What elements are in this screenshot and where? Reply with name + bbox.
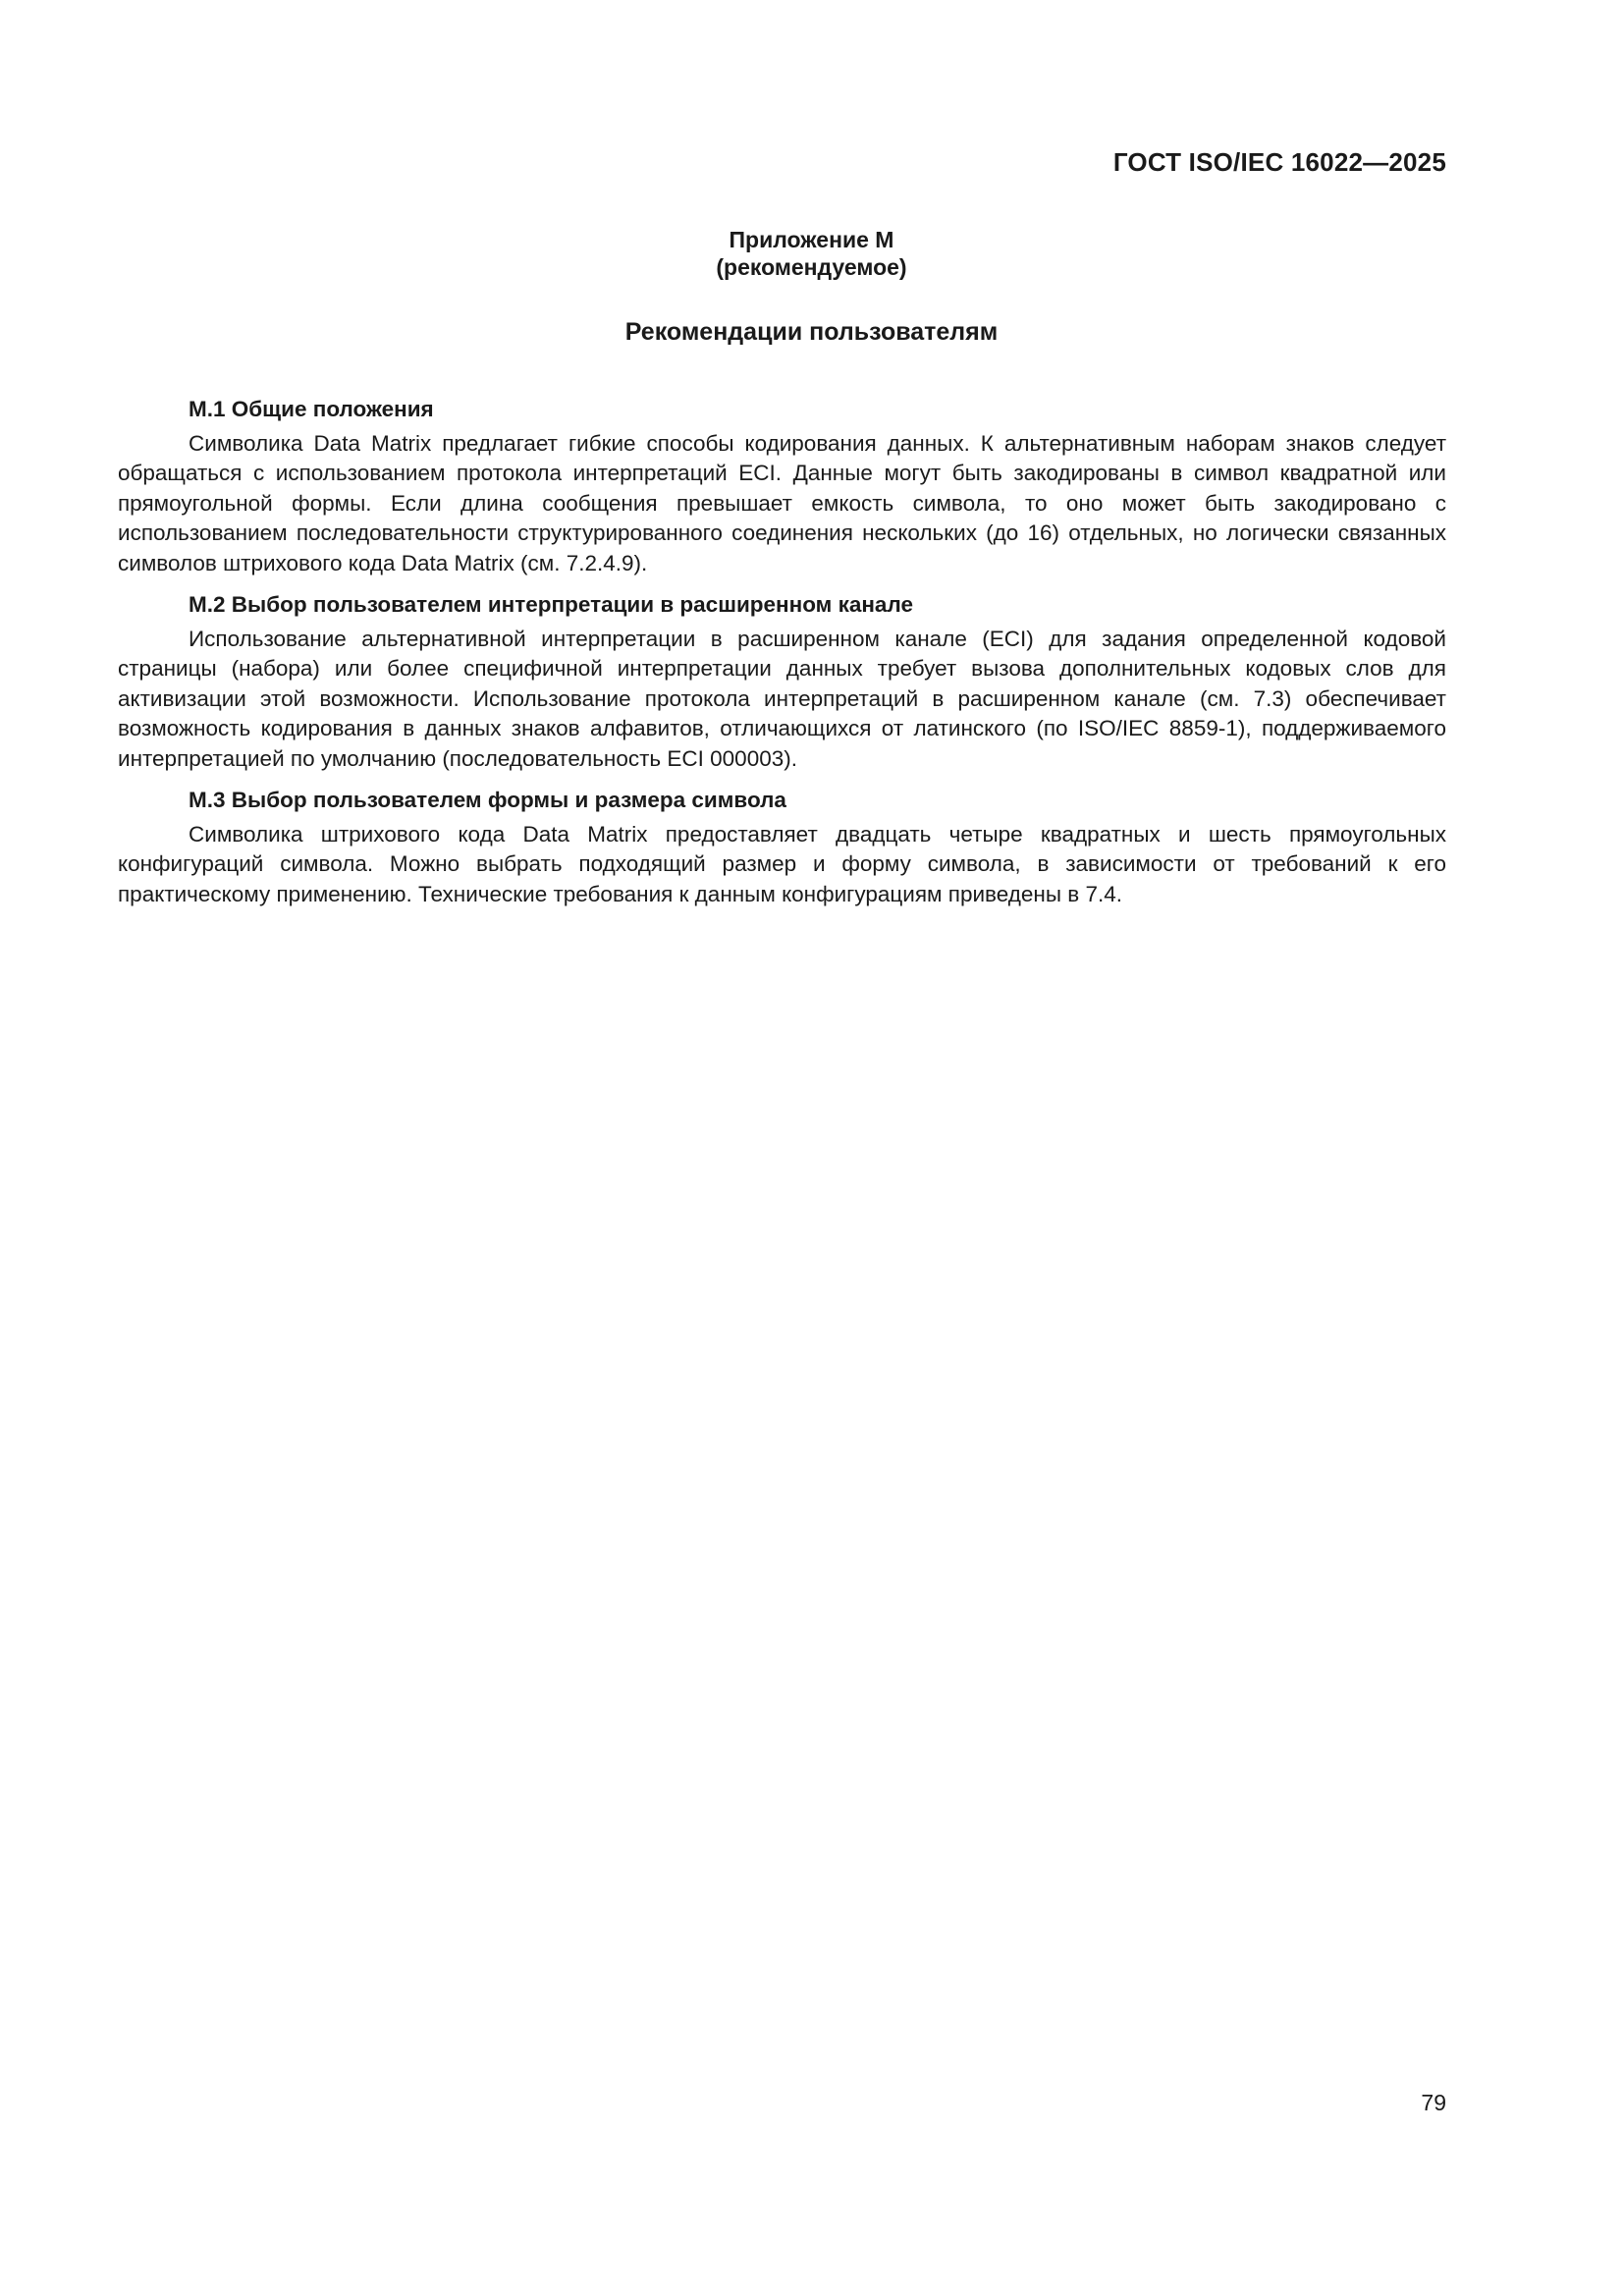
section-title-m1: М.1 Общие положения	[189, 397, 434, 421]
section-text-m1: Символика Data Matrix предлагает гибкие способы кодирования данных. К альтернативным наборам знаков следует обращаться с использованием протокола интерпретаций ECI. Данные могут быть закодированы в символ квадратной или прямоугольной формы. Если длина сообщения превышает емкость символа, то оно может быть закодировано с использованием последовательности структурированного соединения нескольких (до 16) отдельных, но логически связанных символов штрихового кода Data Matrix (см. 7.2.4.9).	[118, 430, 1446, 575]
page-number: 79	[1421, 2090, 1446, 2115]
appendix-title-block	[0, 226, 1623, 281]
appendix-title: Приложение М	[729, 227, 894, 252]
section-title-m3: М.3 Выбор пользователем формы и размера символа	[189, 788, 786, 812]
document-body	[118, 395, 1446, 921]
section-text-m3: Символика штрихового кода Data Matrix предоставляет двадцать четыре квадратных и шесть прямоугольных конфигураций символа. Можно выбрать подходящий размер и форму символа, в зависимости от требований к его практическому применению. Технические требования к данным конфигурациям приведены в 7.4.	[118, 821, 1446, 906]
section-title-m2: М.2 Выбор пользователем интерпретации в расширенном канале	[189, 592, 913, 617]
document-code: ГОСТ ISO/IEC 16022—2025	[1112, 147, 1446, 177]
appendix-status: (рекомендуемое)	[716, 254, 907, 280]
section-heading: Рекомендации пользователям	[624, 318, 999, 346]
section-text-m2: Использование альтернативной интерпретации в расширенном канале (ECI) для задания определенной кодовой страницы (набора) или более специфичной интерпретации данных требует вызова дополнительных кодовых слов для активизации этой возможности. Использование протокола интерпретаций в расширенном канале (см. 7.3) обеспечивает возможность кодирования в данных знаков алфавитов, отличающихся от латинского (по ISO/IEC 8859-1), поддерживаемого интерпретацией по умолчанию (последовательность ECI 000003).	[118, 626, 1446, 771]
